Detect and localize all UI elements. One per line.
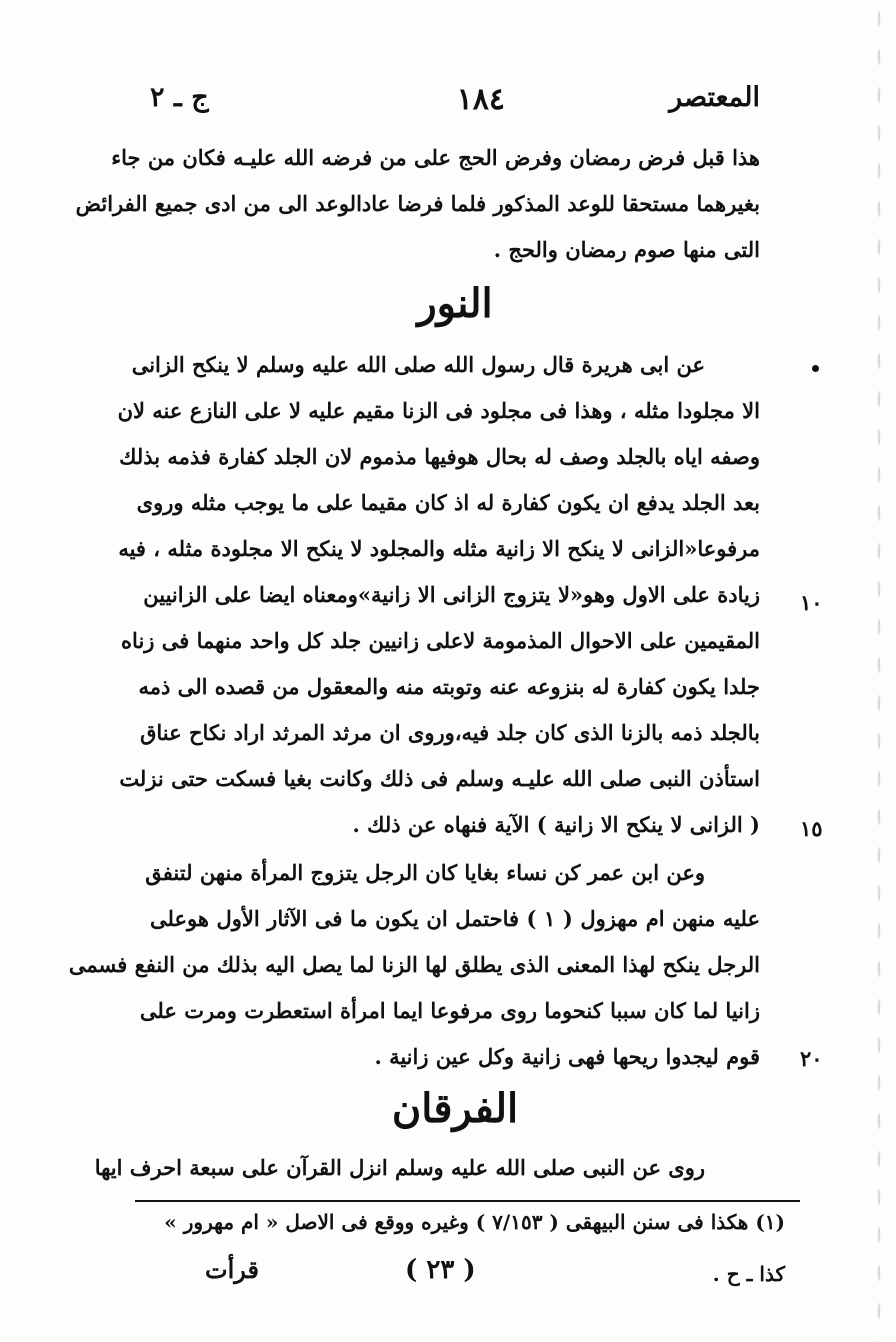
text-line: هذا قبل فرض رمضان وفرض الحج على من فرضه الله عليـه فكان من جاء xyxy=(111,145,760,170)
text-line: قوم ليجدوا ريحها فهى زانية وكل عين زانية . xyxy=(374,1044,760,1069)
line-number: ٢٠ xyxy=(800,1046,823,1071)
catchword: قرأت xyxy=(205,1255,259,1284)
text-line: وصفه اياه بالجلد وصف له بحال هوفيها مذموم لان الجلد كفارة فذمه بذلك xyxy=(119,444,760,469)
section-heading-nur: النور xyxy=(417,280,493,327)
margin-marker xyxy=(812,365,819,372)
text-line: روى عن النبى صلى الله عليه وسلم انزل القرآن على سبعة احرف ايها xyxy=(94,1155,705,1180)
text-line: وعن ابن عمر كن نساء بغايا كان الرجل يتزوج المرأة منهن لتنفق xyxy=(145,860,705,885)
book-title: المعتصر xyxy=(669,82,760,113)
signature-number: ( ٢٣ ) xyxy=(405,1255,476,1285)
text-line: التى منها صوم رمضان والحج . xyxy=(493,237,760,262)
footnote-rule xyxy=(135,1200,800,1202)
text-line: عن ابى هريرة قال رسول الله صلى الله عليه وسلم لا ينكح الزانى xyxy=(131,352,705,377)
text-line: ( الزانى لا ينكح الا زانية ) الآية فنهاه عن ذلك . xyxy=(352,812,760,837)
text-line: عليه منهن ام مهزول ( ١ ) فاحتمل ان يكون ما فى الآثار الأول هوعلى xyxy=(150,906,760,931)
text-line: المقيمين على الاحوال المذمومة لاعلى زانيين جلد كل واحد منهما فى زناه xyxy=(121,628,760,653)
text-line: زيادة على الاول وهو«لا يتزوج الزانى الا زانية»ومعناه ايضا على الزانيين xyxy=(143,582,760,607)
text-line: جلدا يكون كفارة له بنزوعه عنه وتوبته منه والمعقول من قصده الى ذمه xyxy=(138,674,760,699)
volume-label: ج ـ ٢ xyxy=(150,82,209,113)
line-number: ١٠ xyxy=(800,590,823,615)
footnote-line: (١) هكذا فى سنن البيهقى ( ٧/١٥٣ ) وغيره ووقع فى الاصل « ام مهرور » xyxy=(164,1210,785,1234)
running-header xyxy=(150,82,760,122)
section-heading-furqan: الفرقان xyxy=(391,1085,519,1132)
text-line: الرجل ينكح لهذا المعنى الذى يطلق لها الزنا لما يصل اليه بذلك من النفع فسمى xyxy=(68,952,760,977)
text-line: بالجلد ذمه بالزنا الذى كان جلد فيه،وروى ان مرثد المرثد اراد نكاح عناق xyxy=(140,720,760,745)
text-line: الا مجلودا مثله ، وهذا فى مجلود فى الزنا مقيم عليه لا على النازع عنه لان xyxy=(117,398,760,423)
scan-margin-dots xyxy=(876,0,882,1342)
text-line: استأذن النبى صلى الله عليـه وسلم فى ذلك وكانت بغيا فسكت حتى نزلت xyxy=(119,766,760,791)
page-number: ١٨٤ xyxy=(456,82,505,117)
text-line: مرفوعا«الزانى لا ينكح الا زانية مثله والمجلود لا ينكح الا مجلودة مثله ، فيه xyxy=(118,536,760,561)
footnote-line: كذا ـ ح . xyxy=(712,1262,785,1286)
text-line: بعد الجلد يدفع ان يكون كفارة له اذ كان مقيما على ما يوجب مثله وروى xyxy=(136,490,760,515)
line-number: ١٥ xyxy=(800,816,823,841)
text-line: بغيرهما مستحقا للوعد المذكور فلما فرضا عادالوعد الى من ادى جميع الفرائض xyxy=(75,191,760,216)
text-line: زانيا لما كان سببا كنحوما روى مرفوعا ايما امرأة استعطرت ومرت على xyxy=(139,998,760,1023)
